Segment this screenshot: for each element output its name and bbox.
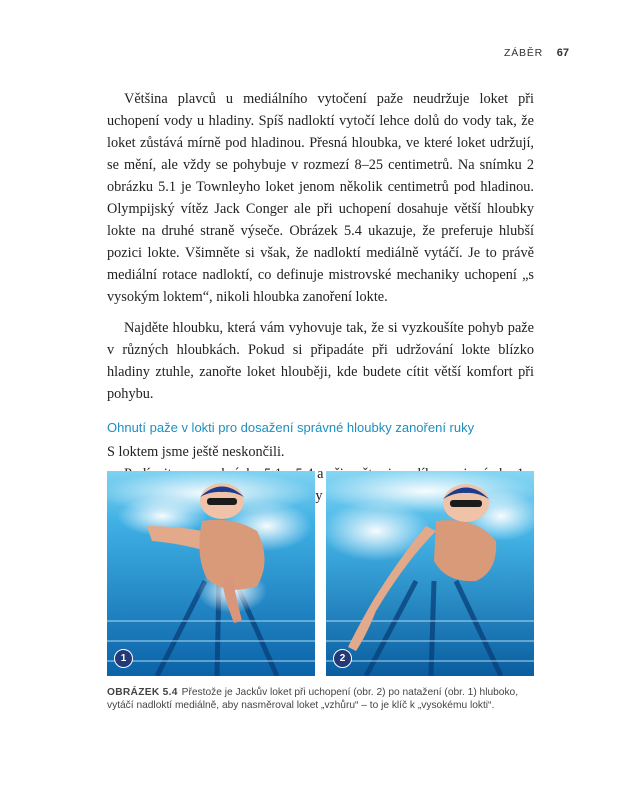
figure-badge-2: 2 bbox=[333, 649, 352, 668]
body-text bbox=[107, 88, 534, 507]
figure-caption bbox=[107, 686, 527, 712]
paragraph: Většina plavců u mediálního vytočení paže neudržuje loket při uchopení vody u hladiny. Spíš nadloktí vytočí lehce dolů do vody tak, že loket zůstává mírně pod hladinou. Přesná hloubka, ve které loket udržují, se mění, ale vždy se pohybuje v rozmezí 8–25 centimetrů. Na snímku 2 obrázku 5.1 je Townleyho loket jenom několik centimetrů pod hladinou. Olympijský vítěz Jack Conger ale při uchopení dosahuje větší hloubky lokte na druhé straně výseče. Obrázek 5.4 ukazuje, že preferuje hlubší pozici lokte. Všimněte si však, že nadloktí mediálně vytáčí. Je to právě mediální rotace nadloktí, co definuje mistrovské mechaniky uchopení „s vysokým loktem“, nikoli hloubka zanoření lokte. bbox=[107, 91, 534, 305]
section-title: ZÁBĚR bbox=[504, 47, 544, 59]
figure-photos bbox=[107, 471, 534, 676]
running-head bbox=[504, 47, 569, 59]
subheading: Ohnutí paže v lokti pro dosažení správné hloubky zanoření ruky bbox=[107, 420, 475, 435]
caption-label: OBRÁZEK 5.4 bbox=[107, 687, 178, 698]
caption-text: Přestože je Jackův loket při uchopení (obr. 2) po natažení (obr. 1) hluboko, vytáčí nadloktí mediálně, aby nasměroval loket „vzhůru“ – to je klíč k „vysokému lokti“. bbox=[107, 687, 519, 711]
page-number: 67 bbox=[556, 47, 569, 59]
photo-1 bbox=[107, 471, 315, 676]
paragraph: S loktem jsme ještě neskončili. bbox=[107, 444, 285, 460]
figure-badge-1: 1 bbox=[114, 649, 133, 668]
paragraph: a bbox=[317, 466, 324, 482]
paragraph: Najděte hloubku, která vám vyhovuje tak, že si vyzkoušíte pohyb paže v různých hloubkách. Pokud si připadáte při udržování lokte blízko hladiny ztuhle, zanořte loket hlouběji, kde budete cítit větší komfort při pohybu. bbox=[107, 320, 534, 402]
photo-2 bbox=[326, 471, 534, 676]
swimmer-photo-1 bbox=[107, 471, 315, 676]
swimmer-photo-2 bbox=[326, 471, 534, 676]
